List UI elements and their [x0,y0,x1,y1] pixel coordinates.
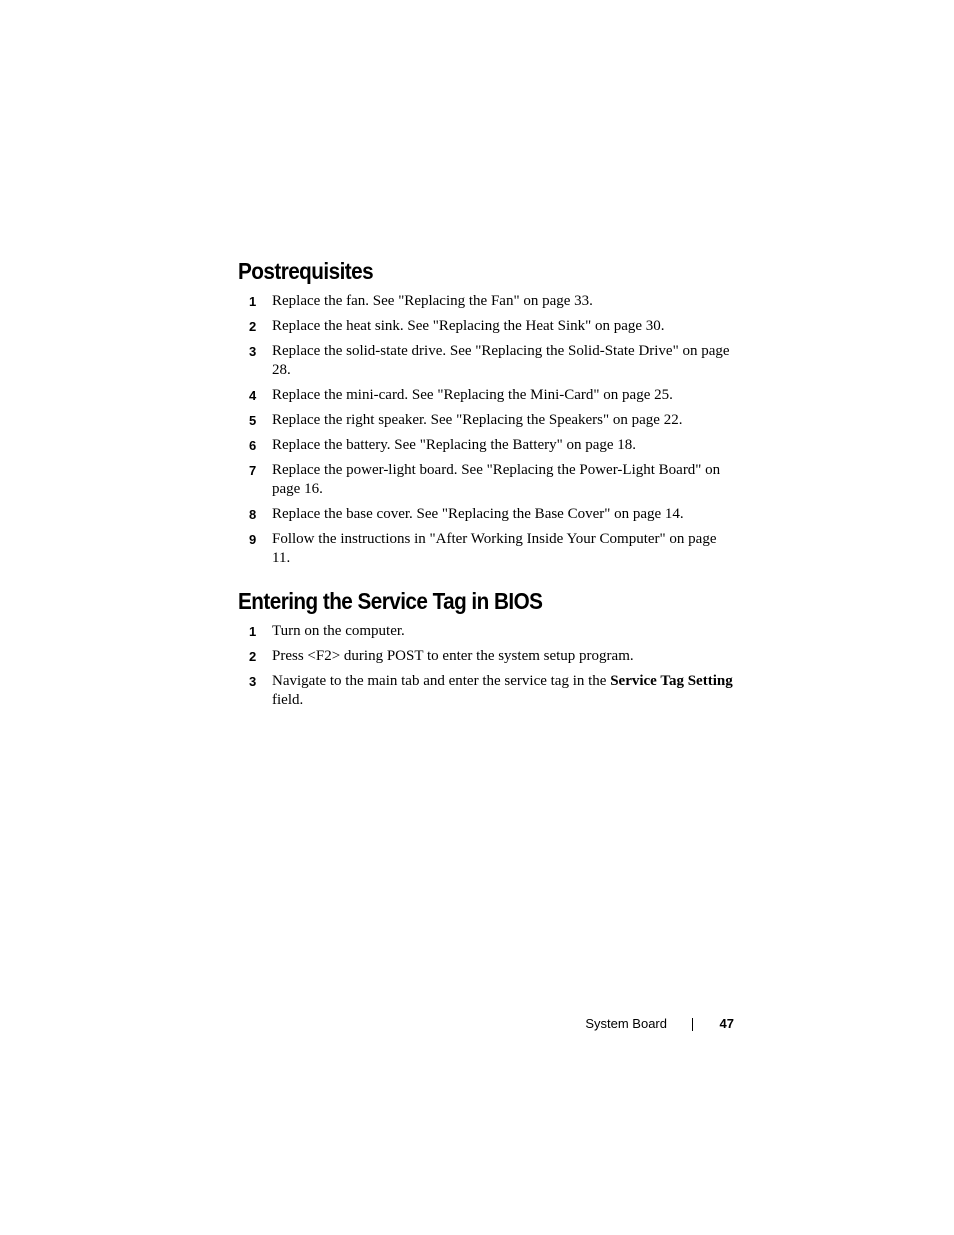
postrequisites-steps [238,292,738,568]
step-number: 3 [249,344,257,359]
step-number: 6 [249,438,257,453]
page-number: 47 [719,1016,734,1031]
step-text: Replace the solid-state drive. See "Replacing the Solid-State Drive" on page 28. [272,343,730,378]
step-number: 2 [249,649,257,664]
service-tag-steps [238,622,738,710]
step-number: 7 [249,463,257,478]
list-item [238,461,738,499]
step-number: 1 [249,624,257,639]
step-number: 4 [249,388,257,403]
list-item [238,411,738,430]
postrequisites-heading: Postrequisites [238,258,374,284]
list-item [238,342,738,380]
page-footer [560,1014,735,1034]
step-text: Replace the heat sink. See "Replacing the Heat Sink" on page 30. [272,318,665,334]
step-text: Turn on the computer. [272,623,405,639]
list-item [238,292,738,311]
step-text: Press <F2> during POST to enter the system setup program. [272,648,634,664]
list-item [238,530,738,568]
list-item [238,436,738,455]
list-item [238,647,738,666]
list-item [238,622,738,641]
page-content [238,256,738,716]
list-item [238,672,738,710]
step-number: 2 [249,319,257,334]
step-text: Replace the right speaker. See "Replacing the Speakers" on page 22. [272,412,683,428]
service-tag-section [238,586,738,710]
step-text: Replace the base cover. See "Replacing the Base Cover" on page 14. [272,506,684,522]
service-tag-heading: Entering the Service Tag in BIOS [238,588,543,614]
list-item [238,386,738,405]
step-text: Replace the fan. See "Replacing the Fan" on page 33. [272,293,593,309]
list-item [238,317,738,336]
step-number: 8 [249,507,257,522]
step-text: Replace the mini-card. See "Replacing the Mini-Card" on page 25. [272,387,673,403]
step-text: Follow the instructions in "After Working Inside Your Computer" on page 11. [272,531,717,566]
step-number: 5 [249,413,257,428]
step-number: 1 [249,294,257,309]
footer-divider [692,1018,693,1031]
step-number: 3 [249,674,257,689]
step-text: Replace the power-light board. See "Replacing the Power-Light Board" on page 16. [272,462,721,497]
step-text: Replace the battery. See "Replacing the Battery" on page 18. [272,437,637,453]
service-tag-setting-field-name: Service Tag Setting [610,673,733,689]
postrequisites-section [238,256,738,568]
step-text-after: field. [272,692,304,708]
step-text-before: Navigate to the main tab and enter the service tag in the [272,673,611,689]
list-item [238,505,738,524]
footer-section-title: System Board [585,1016,667,1031]
step-number: 9 [249,532,257,547]
